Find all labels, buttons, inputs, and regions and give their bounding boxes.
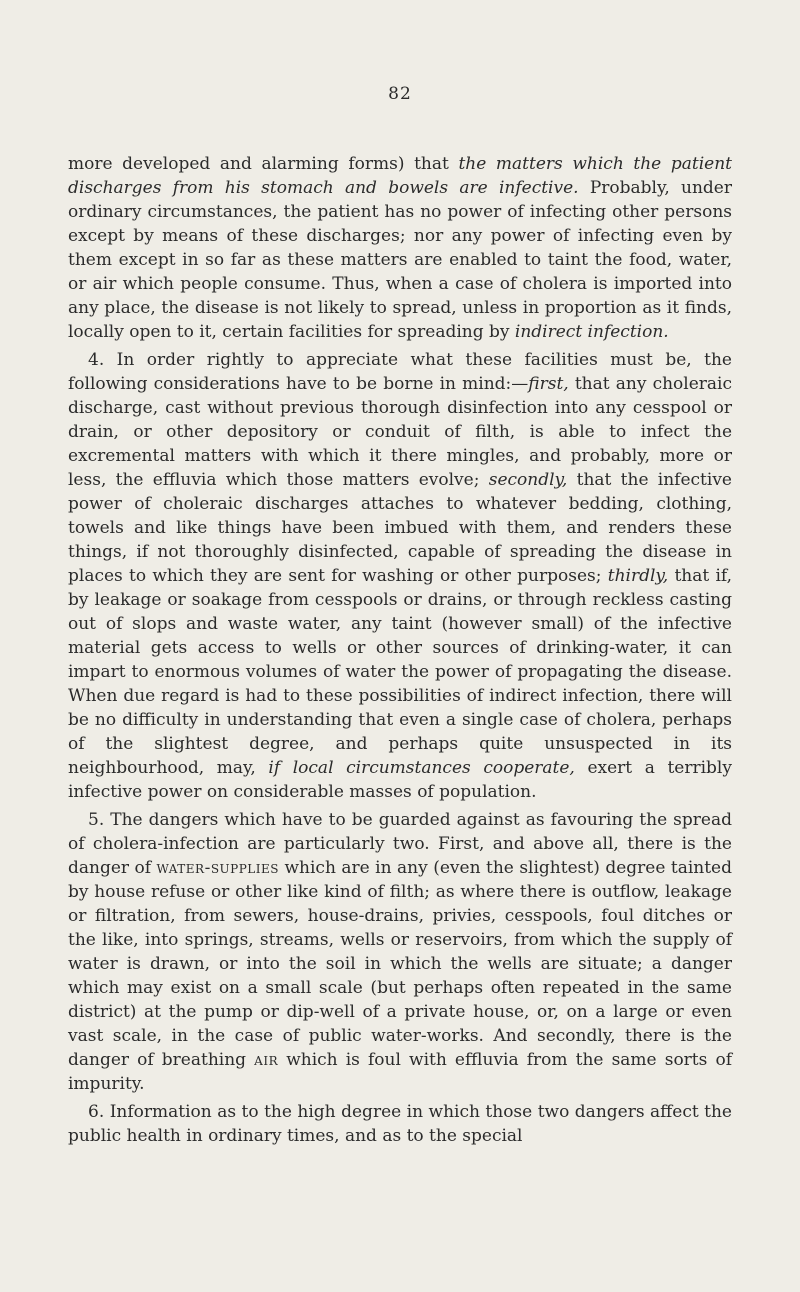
paragraph-4 [68,348,732,804]
smallcaps-text: water-supplies [156,858,279,878]
text-segment: Probably, under ordinary circumstances, the patient has no power of infecting other persons except by means of these discharges; nor any power of infecting even by them except in so far as these matters are enabled to taint the food, water, or air which people consume. Thus, when a case of cholera is imported into any place, the disease is not likely to spread, unless in proportion as it finds, locally open to it, certain facilities for spreading by [68,178,732,342]
text-segment: that if, by leakage or soakage from cesspools or drains, or through reckless casting out of slops and waste water, any taint (however small) of the infective material gets access to wells or other sources of drinking-water, it can impart to enormous volumes of water the power of propagating the disease. When due regard is had to these possibilities of indirect infection, there will be no difficulty in understanding that even a single case of cholera, perhaps of the slightest degree, and perhaps quite unsuspected in its neighbourhood, may, [68,566,732,778]
emphasis-text: secondly, [488,470,568,490]
emphasis-text: first, [528,374,569,394]
emphasis-text: the matters which the patient discharges from his stomach and bowels are infective. [68,154,732,198]
paragraph-continued [68,152,732,344]
text-segment: more developed and alarming forms) that [68,154,459,174]
emphasis-text: thirdly, [607,566,669,586]
paragraph-6 [68,1100,732,1148]
smallcaps-text: air [254,1050,279,1070]
text-segment: which are in any (even the slightest) degree tainted by house refuse or other like kind of filth; as where there is outflow, leakage or filtration, from sewers, house-drains, privies, cesspools, foul ditches or the like, into springs, streams, wells or reservoirs, from which the supply of water is drawn, or into the soil in which the wells are situate; a danger which may exist on a small scale (but perhaps often repeated in the same district) at the pump or dip-well of a private house, or, on a large or even vast scale, in the case of public water-works. And secondly, there is the danger of breathing [68,858,732,1070]
text-segment: exert a terribly infective power on considerable masses of population. [68,758,732,802]
paragraph-5 [68,808,732,1096]
text-segment: 4. In order rightly to appreciate what these facilities must be, the following considerations have to be borne in mind:— [68,350,732,394]
text-segment: 5. The dangers which have to be guarded against as favouring the spread of cholera-infection are particularly two. First, and above all, there is the danger of [68,810,732,878]
emphasis-text: indirect infection. [514,322,669,342]
page-number: 82 [388,84,412,104]
emphasis-text: if local circumstances cooperate, [268,758,575,778]
text-segment: 6. Information as to the high degree in which those two dangers affect the public health in ordinary times, and as to the special [68,1102,732,1146]
text-segment: that the infective power of choleraic discharges attaches to whatever bedding, clothing, towels and like things have been imbued with them, and renders these things, if not thoroughly disinfected, capable of spreading the disease in places to which they are sent for washing or other purposes; [68,470,732,586]
text-segment: which is foul with effluvia from the same sorts of impurity. [68,1050,732,1094]
text-segment: that any choleraic discharge, cast without previous thorough disinfection into any cesspool or drain, or other depository or conduit of filth, is able to infect the excremental matters with which it there mingles, and probably, more or less, the effluvia which those matters evolve; [68,374,732,490]
